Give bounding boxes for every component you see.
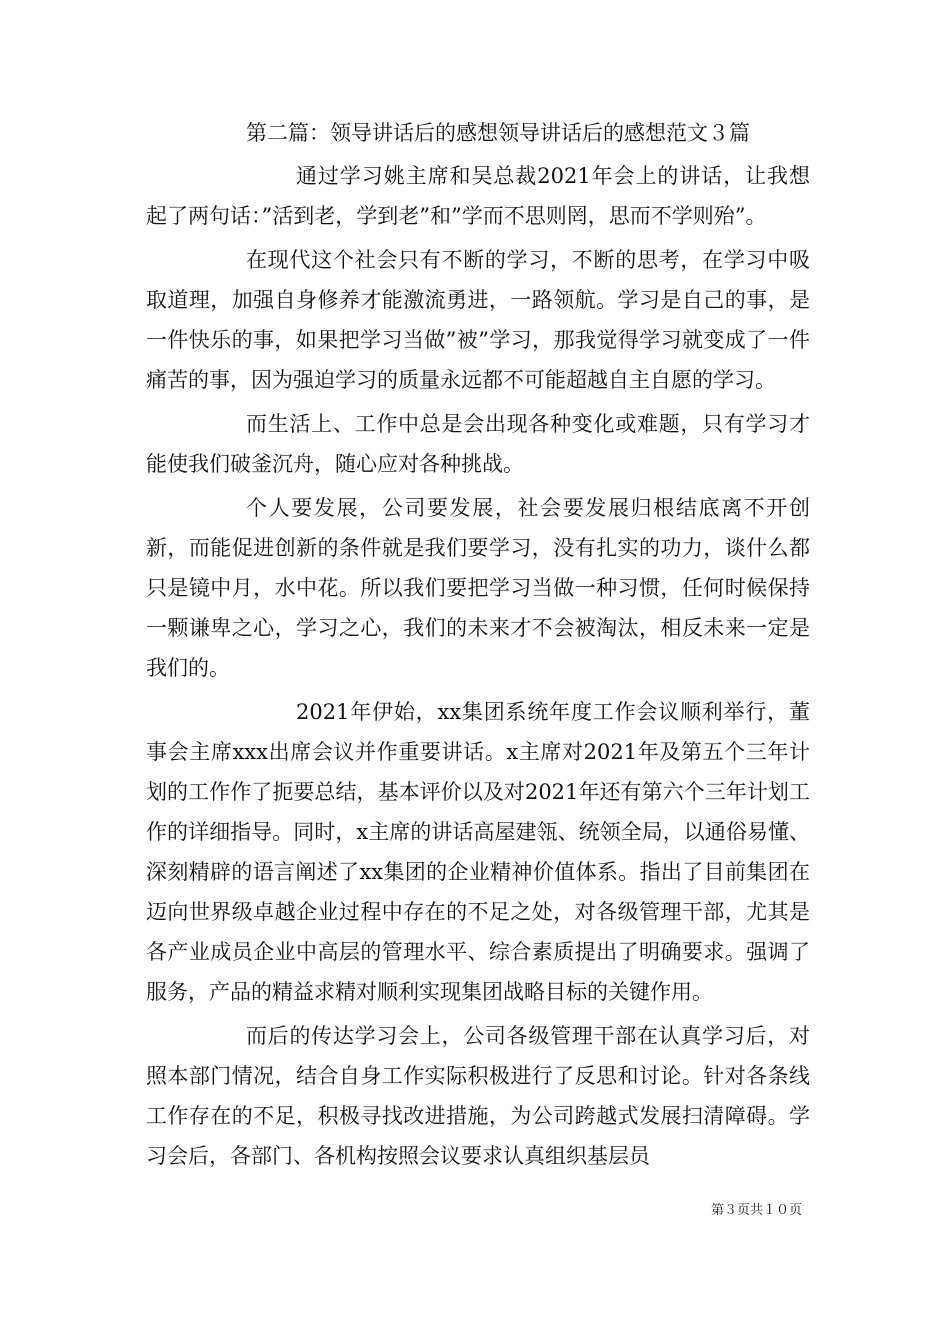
paragraph-2: 在现代这个社会只有不断的学习，不断的思考，在学习中吸取道理，加强自身修养才能激流勇进，一路领航。学习是自己的事，是一件快乐的事，如果把学习当做”被”学习，那我觉得学习就变成了一件痛苦的事，因为强迫学习的质量永远都不可能超越自主自愿的学习。 [146, 248, 810, 392]
paragraph-6: 而后的传达学习会上，公司各级管理干部在认真学习后，对照本部门情况，结合自身工作实际积极进行了反思和讨论。针对各条线工作存在的不足，积极寻找改进措施，为公司跨越式发展扫清障碍。学习会后，各部门、各机构按照会议要求认真组织基层员 [146, 1024, 810, 1168]
document-title: 第二篇：领导讲话后的感想领导讲话后的感想范文３篇 [246, 121, 750, 145]
document-body [146, 116, 810, 1176]
paragraph-5: 2021年伊始，xx集团系统年度工作会议顺利举行，董事会主席xxx出席会议并作重要讲话。x主席对2021年及第五个三年计划的工作作了扼要总结，基本评价以及对2021年还有第六个三年计划工作的详细指导。同时，x主席的讲话高屋建瓴、统领全局，以通俗易懂、深刻精辟的语言阐述了xx集团的企业精神价值体系。指出了目前集团在迈向世界级卓越企业过程中存在的不足之处，对各级管理干部，尤其是各产业成员企业中高层的管理水平、综合素质提出了明确要求。强调了服务，产品的精益求精对顺利实现集团战略目标的关键作用。 [146, 700, 810, 1004]
paragraph-1: 通过学习姚主席和吴总裁2021年会上的讲话，让我想起了两句话：”活到老，学到老”和”学而不思则罔，思而不学则殆”。 [146, 164, 810, 228]
paragraph-4: 个人要发展，公司要发展，社会要发展归根结底离不开创新，而能促进创新的条件就是我们要学习，没有扎实的功力，谈什么都只是镜中月，水中花。所以我们要把学习当做一种习惯，任何时候保持一颗谦卑之心，学习之心，我们的未来才不会被淘汰，相反未来一定是我们的。 [146, 496, 810, 680]
page-number-footer: 第３页共１０页 [710, 1203, 802, 1218]
paragraph-3: 而生活上、工作中总是会出现各种变化或难题，只有学习才能使我们破釜沉舟，随心应对各种挑战。 [146, 412, 810, 476]
